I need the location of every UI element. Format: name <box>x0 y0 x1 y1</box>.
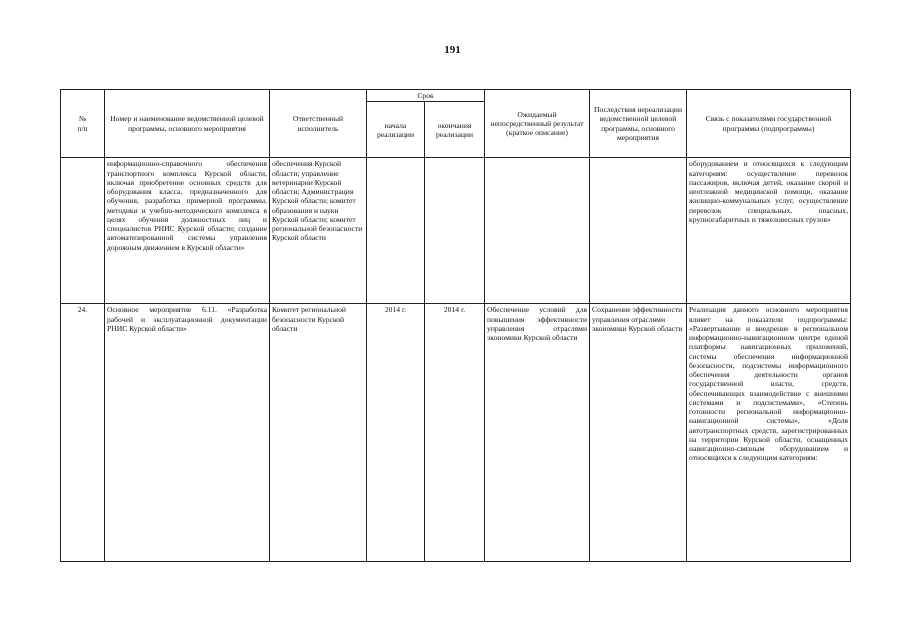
row-executor: обеспечения Курской области; управление ветеринарии Курской области; Администрация Курской области; комитет образования и науки Курской области; комитет региональной безопасности Курской области <box>270 158 367 304</box>
page-number: 191 <box>444 44 461 56</box>
header-end: окончания реализации <box>425 102 485 158</box>
header-num: № п/п <box>61 90 105 158</box>
row-name: Основное мероприятие 6.11. «Разработка рабочей и эксплуатационной документации РНИС Курской области» <box>105 304 270 562</box>
row-num <box>61 158 105 304</box>
header-consequences: Последствия нереализации ведомственной целевой программы, основного мероприятия <box>590 90 687 158</box>
row-start <box>367 158 425 304</box>
row-name: информационно-справочного обеспечения транспортного комплекса Курской области, включая приобретение основных средств для оборудования класса, предназначенного для обучения, разработка примерной программы, методики и учебно-методического комплекса в целях обучения должностных лиц и специалистов РНИС Курской области; создание автоматизированной системы управления дорожным движением в Курской области» <box>105 158 270 304</box>
row-num: 24. <box>61 304 105 562</box>
table-row <box>61 158 851 304</box>
row-start: 2014 г. <box>367 304 425 562</box>
header-result: Ожидаемый непосредственный результат (краткое описание) <box>485 90 590 158</box>
row-link: оборудованием и относящихся к следующим категориям: осуществление перевозок пассажиров, включая детей, оказание скорой и неотложной медицинской помощи, оказание жилищно-коммунальных услуг, осуществление перевозок специальных, опасных, крупногабаритных и тяжеловесных грузов» <box>687 158 851 304</box>
row-result: Обеспечение условий для повышения эффективности управления отраслями экономики Курской области <box>485 304 590 562</box>
header-term: Срок <box>367 90 485 102</box>
row-link: Реализация данного основного мероприятия влияет на показатели подпрограммы: «Развертывание и внедрение в региональном информационно-навигационном центре единой платформы навигационных приложений, системы обеспечения информационной безопасности, подсистемы информационного обеспечения деятельности органов государственной власти, средств, обеспечивающих взаимодействие с внешними системами и подсистемами», «Степень готовности региональной информационно-навигационной системы», «Доля автотранспортных средств, зарегистрированных на территории Курской области, оснащенных навигационно-связным оборудованием и относящихся к следующим категориям: <box>687 304 851 562</box>
program-table <box>60 89 851 562</box>
row-end <box>425 158 485 304</box>
row-result <box>485 158 590 304</box>
header-executor: Ответственный исполнитель <box>270 90 367 158</box>
row-consequences <box>590 158 687 304</box>
row-consequences: Сохранение эффективности управления отраслями экономики Курской области <box>590 304 687 562</box>
table-row <box>61 304 851 562</box>
header-start: начала реализации <box>367 102 425 158</box>
table-header-row <box>61 90 851 102</box>
header-link: Связь с показателями государственной программы (подпрограммы) <box>687 90 851 158</box>
row-end: 2014 г. <box>425 304 485 562</box>
row-executor: Комитет региональной безопасности Курской области <box>270 304 367 562</box>
header-name: Номер и наименование ведомственной целевой программы, основного мероприятия <box>105 90 270 158</box>
